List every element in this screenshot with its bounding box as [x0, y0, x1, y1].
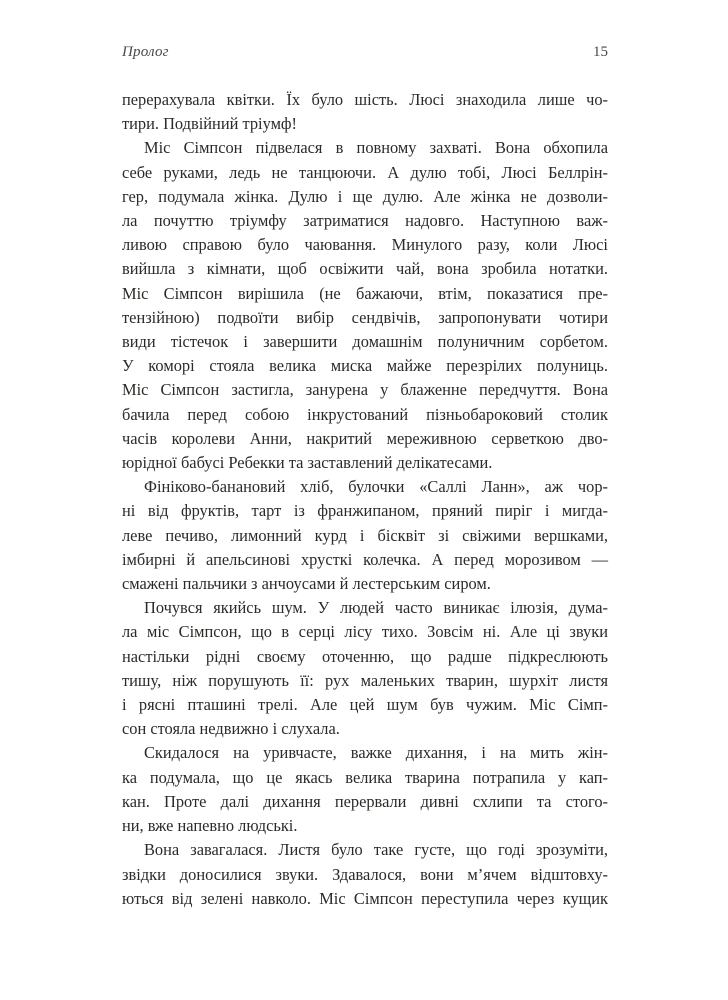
paragraph — [122, 475, 608, 596]
text-line: Почувся якийсь шум. У людей часто виникає ілюзія, дума- — [144, 598, 608, 618]
page-number: 15 — [593, 44, 608, 60]
text-line: часів королеви Анни, накритий мереживною серветкою дво- — [122, 428, 608, 448]
text-line: ни, вже напевно людські. — [122, 816, 298, 836]
text-line: імбирні й апельсинові хрусткі колечка. А перед морозивом — — [122, 549, 608, 569]
text-line: ла почуттю тріумфу затриматися надовго. Наступною важ- — [122, 211, 608, 231]
text-line: себе руками, ледь не танцюючи. А дулю тобі, Люсі Беллрін- — [122, 162, 608, 182]
text-line: звідки доносилися звуки. Здавалося, вони м’ячем відштовху- — [122, 864, 608, 884]
running-header — [122, 44, 608, 61]
text-line: ка подумала, що це якась велика тварина потрапила у кап- — [122, 767, 608, 787]
text-line: Міс Сімпсон вирішила (не бажаючи, втім, показатися пре- — [122, 283, 608, 303]
text-line: Фініково-банановий хліб, булочки «Саллі Ланн», аж чор- — [144, 477, 608, 497]
text-line: і рясні пташині трелі. Але цей шум був чужим. Міс Сімп- — [122, 695, 608, 715]
text-line: ються від зелені навколо. Міс Сімпсон переступила через кущик — [122, 888, 608, 908]
paragraph — [122, 838, 608, 911]
text-line: тири. Подвійний тріумф! — [122, 114, 298, 134]
text-line: настільки рідні своєму оточенню, що радше підкреслюють — [122, 646, 608, 666]
text-line: тензійною) подвоїти вибір сендвічів, запропонувати чотири — [122, 307, 608, 327]
text-line: тишу, ніж порушують її: рух маленьких тварин, шурхіт листя — [122, 670, 608, 690]
text-line: кан. Проте далі дихання перервали дивні схлипи та стого- — [122, 791, 608, 811]
text-line: ливою справою було чаювання. Минулого разу, коли Люсі — [122, 235, 608, 255]
text-line: леве печиво, лимонний курд і бісквіт зі свіжими вершками, — [122, 525, 608, 545]
paragraph — [122, 741, 608, 838]
text-line: сон стояла недвижно і слухала. — [122, 719, 340, 739]
paragraph — [122, 88, 608, 136]
text-line: види тістечок і завершити домашнім полуничним сорбетом. — [122, 332, 608, 352]
paragraph — [122, 596, 608, 741]
text-line: гер, подумала жінка. Дулю і ще дулю. Але жінка не дозволи- — [122, 186, 608, 206]
text-line: перерахувала квітки. Їх було шість. Люсі знаходила лише чо- — [122, 90, 608, 109]
text-line: Міс Сімпсон підвелася в повному захваті. Вона обхопила — [144, 138, 608, 158]
text-line: ні від фруктів, тарт із франжипаном, пряний пиріг і мигда- — [122, 501, 608, 521]
text-line: Вона завагалася. Листя було таке густе, що годі зрозуміти, — [144, 840, 608, 860]
page-body — [122, 88, 608, 911]
chapter-title: Пролог — [122, 44, 169, 60]
text-line: бачила перед собою інкрустований пізньобароковий столик — [122, 404, 608, 424]
text-line: У коморі стояла велика миска майже перезрілих полуниць. — [122, 356, 608, 376]
text-line: вийшла з кімнати, щоб освіжити чай, вона зробила нотатки. — [122, 259, 608, 279]
text-line: ла міс Сімпсон, що в серці лісу тихо. Зовсім ні. Але ці звуки — [122, 622, 608, 642]
paragraph — [122, 136, 608, 475]
text-line: юрідної бабусі Ребекки та заставлений делікатесами. — [122, 453, 493, 473]
text-line: Скидалося на уривчасте, важке дихання, і на мить жін- — [144, 743, 608, 763]
text-line: смажені пальчики з анчоусами й лестерським сиром. — [122, 574, 491, 594]
text-line: Міс Сімпсон застигла, занурена у блаженне передчуття. Вона — [122, 380, 608, 400]
